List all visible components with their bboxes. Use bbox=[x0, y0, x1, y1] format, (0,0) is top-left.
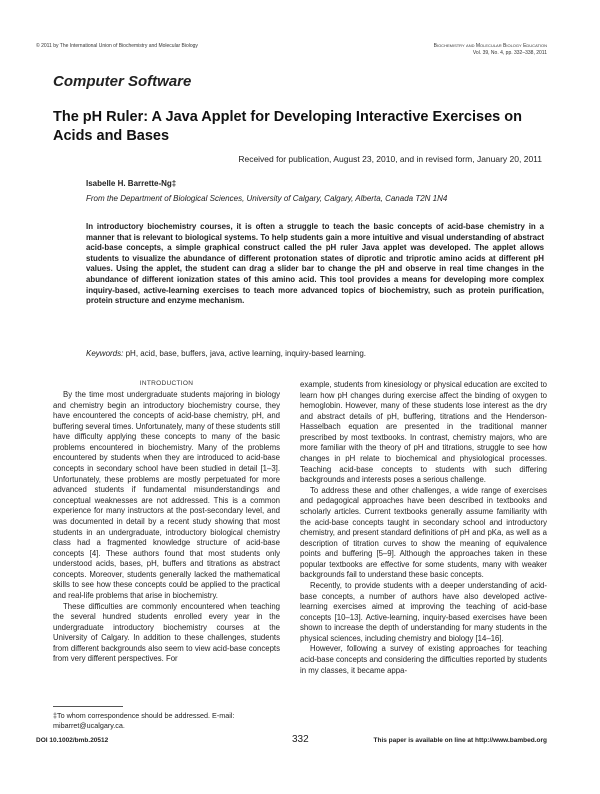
footnote-divider bbox=[53, 706, 123, 707]
keywords-label: Keywords: bbox=[86, 349, 124, 358]
paragraph: Recently, to provide students with a deeper understanding of acid-base concepts, a number of authors have also developed active-learning exercises aimed at improving the teaching of acid-base concepts [10–13]. Active-learning, inquiry-based exercises have been shown to increase the depth of understanding for many students in the physical sciences, including chemistry and biology [14–16]. bbox=[300, 580, 547, 643]
received-date: Received for publication, August 23, 2010, and in revised form, January 20, 2011 bbox=[238, 154, 542, 164]
section-label: Computer Software bbox=[53, 73, 192, 90]
keywords-text: pH, acid, base, buffers, java, active learning, inquiry-based learning. bbox=[125, 349, 367, 358]
page-number: 332 bbox=[292, 734, 309, 745]
left-column bbox=[53, 390, 280, 665]
right-column bbox=[300, 380, 547, 676]
section-heading-introduction: INTRODUCTION bbox=[139, 380, 194, 387]
footer-availability: This paper is available on line at http://www.bambed.org bbox=[373, 737, 547, 744]
keywords bbox=[86, 349, 546, 359]
paragraph: By the time most undergraduate students majoring in biology and chemistry begin an introductory biochemistry course, they have encountered the concepts of acid-base chemistry, pH, and buffering several times. Unfortunately, many of these students still have difficulty applying these concepts to many of the basic problems encountered in biochemistry. Many of the problems encountered by students when they are introduced to acid-base concepts in secondary school have been studied in detail [1–3]. Unfortunately, these problems are mostly perpetuated for more advanced students if fundamental misunderstandings and conceptual weaknesses are not addressed. This is a common experience for many instructors at the post-secondary level, and was documented in detail by a recent study showing that most students in an undergraduate, introductory biological chemistry class had a fragmented knowledge structure of acid-base concepts [4]. These authors found that most students only understood acids, bases, pH, buffers and titrations as abstract concepts. Moreover, students generally lacked the mathematical skills to see how these concepts could be applied to the practical and real-life problems that arise in biochemistry. bbox=[53, 390, 280, 600]
paragraph: To address these and other challenges, a wide range of exercises and pedagogical approaches have been described in textbooks and scholarly articles. Current textbooks generally assume familiarity with the acid-base concepts taught in secondary school and introductory chemistry, and present standard definitions of pH and pKa, as well as a description of titration curves to show the meaning of equivalence points and buffering [5–9]. Although the approaches taken in these popular textbooks are effective for some students, many with weaker backgrounds fail to understand these basic concepts. bbox=[300, 485, 547, 580]
paragraph: These difficulties are commonly encountered when teaching the several hundred students enrolled every year in the undergraduate introductory biochemistry courses at the University of Calgary. In addition to these challenges, students from different backgrounds also seem to view acid-base concepts from very different perspectives. For bbox=[53, 601, 280, 664]
author-affiliation: From the Department of Biological Sciences, University of Calgary, Calgary, Alberta, Canada T2N 1N4 bbox=[86, 194, 448, 203]
abstract: In introductory biochemistry courses, it is often a struggle to teach the basic concepts of acid-base chemistry in a manner that is relevant to biological systems. To help students gain a more intuitive and visual understanding of abstract acid-base concepts, a simple graphical construct called the pH ruler Java applet was developed. The applet allows students to visualize the abundance of different protonation states of diprotic and triprotic amino acids at different pH values. Using the applet, the student can drag a slider bar to change the pH and observe in real time changes in the abundance of different ionization states of this amino acid. This tool provides a means for developing more complex inquiry-based, active-learning exercises to teach more advanced topics of biochemistry, such as protein purification, protein structure and enzyme mechanism. bbox=[86, 222, 544, 306]
paragraph: example, students from kinesiology or physical education are excited to learn how pH changes during exercise affect the binding of oxygen to hemoglobin. However, many of these students lose interest as the dry and abstract details of pH, buffering, titrations and the Henderson-Hasselbach equation are presented in the traditional manner prescribed by most textbooks. In contrast, chemistry majors, who are more familiar with the theory of pH and titrations, struggle to see how changes in pH relate to biochemical and physiological processes. Teaching acid-base concepts to students with such differing backgrounds and interests poses a serious challenge. bbox=[300, 380, 547, 485]
journal-name: Biochemistry and Molecular Biology Education bbox=[433, 43, 547, 49]
journal-header bbox=[434, 43, 547, 57]
author-name: Isabelle H. Barrette-Ng‡ bbox=[86, 179, 177, 188]
correspondence-footnote: ‡To whom correspondence should be addressed. E-mail: mibarret@ucalgary.ca. bbox=[53, 711, 235, 730]
paragraph: However, following a survey of existing approaches for teaching acid-base concepts and considering the difficulties reported by students in my classes, it became appa- bbox=[300, 644, 547, 675]
paper-title: The pH Ruler: A Java Applet for Developing Interactive Exercises on Acids and Bases bbox=[53, 109, 522, 144]
journal-volume: Vol. 39, No. 4, pp. 332–338, 2011 bbox=[472, 50, 547, 56]
footer-doi: DOI 10.1002/bmb.20512 bbox=[36, 737, 109, 744]
copyright-line: © 2011 by The International Union of Biochemistry and Molecular Biology bbox=[36, 43, 198, 49]
